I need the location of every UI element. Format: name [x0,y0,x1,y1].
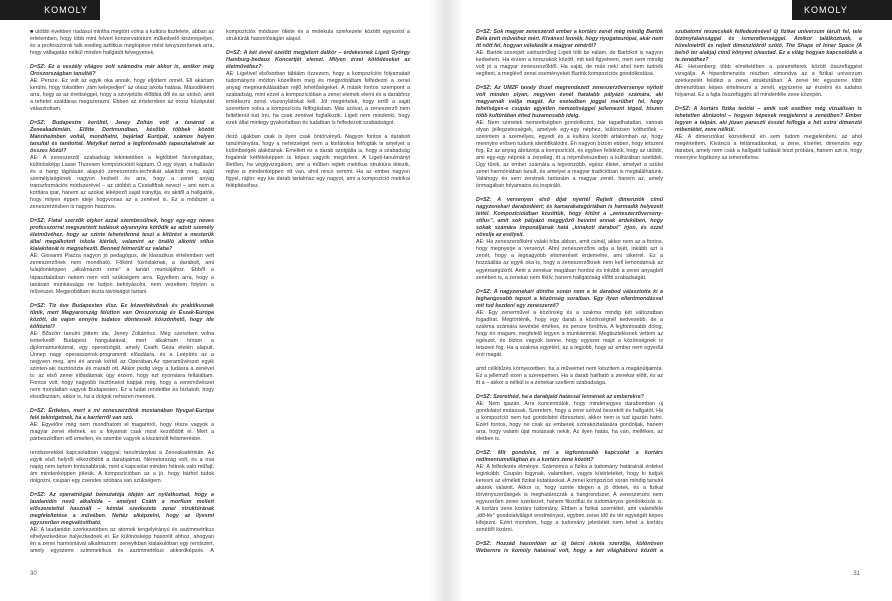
interview-question: D=SZ: A versenyen első díjat nyertél Rejtett dimenziók című nagyzenekari darabodéért; és kamarakategóriában is harmadik helyezett lettél. Kompozícióidban közöttük, hogy kitűnt a „zeneszerzőverseny-stílus”, amit sok pályázó meggyőző bevetni annak érdekében, hogy sokak számára imponáljanak hatá „kinakoti darabot” írjon, és ezzel növelje az esélyeit. [476,197,663,239]
interview-answer: rendszerekkel kapcsolatban vággyal; tanulmánykat a Zeneakadémián. Az egyik első helyről elkezdődött a darabjaimat. Németország volt, és a mai napig nem tartom fontosabbnak, mint a kapcsolat minden hétnek való műfajt, ám mindenképpen jólesik. A kompozícióban az a jó, hogy bárhol tudok dolgozni, csupán egy csendes szobára van szükségem. [30,449,214,484]
right-text-columns [476,29,862,557]
interview-question: D=SZ: Mit gondolsz, mi a legfontosabb kapcsolat a kortárs redimentumvilágban és a kortárs zene között? [476,449,663,463]
left-text-columns [30,29,410,557]
interview-question: D=SZ: Az operatriógád bemutatója idején azt nyilatkoztad, hogy a laudanidin nevű alkaloida – amelyet Csáth a morfium mellett előszeretettel használt – kémiai szerkezete zenei struktúrának megfeleltetése a művében. Nehéz elképzelni, hogy az ilyesmi egyszerűen megvalósítható. [30,491,214,526]
interview-answer: AE: Bartók szerepét valószínűleg Ligeti tölti be nálam, de Bartókot is nagyon kedvelem. Ha érzem a korszakok között, mit kell figyelnem, mert nem mindig volt jó a magyar zeneszerzőktől. Ha saját, de más neki ahol nem tudnék segíteni, a meglévő zenei eseményeket Bartók kompozíciós gondolkodása. [476,50,663,78]
interview-question: D=SZ: Tíz éve Budapesten élsz. Ez kézenfekvőnek és praktikusnak tűnik, mert Magyarország félútton van Oroszország és Észak-Európa között, de vajon ennyire tudatos döntésnek köszönhető, hogy ide költöztél? [30,302,214,330]
interview-answer: AE: Ligetivel elsősorban tábláim özzezem, hogy a kompozíciós folyamatait tudományos módon közelítem meg és megpróbáltam felfedezni a zenei anyag megmunkálásában rejlő lehetőségeket. A másik fontos szempont a szabadság, mint ezzel a kompozícióban a zenei elemek elemi és a darabhoz emlékezni zenei viszonylatokat kell. Jól megértelek, hogy erről a saját szerettem volna a kompozíciós felfogásban. Más szóval, a zeneszerző nem feltétlenül tud írni, ha csak zenével foglalkozik. Ligeti nem mindenki, hogy ezek által mintegy gyakorlatban és tudatban is felfedezett szabadságot. [226,71,410,127]
interview-question: D=SZ: Budapestre kerültél, Jeney Zoltán volt a tanárod a Zeneakadémián. Előtte Dortmundban, később többek között Mannheimben voltál, mondhatni, bejártad Európát, számos helyen tanultál és tanítottál. Melyiket tartod a legfontosabb tapasztalatnak az összes közül? [30,120,214,155]
interview-answer: AE: Bőszörr tanulni jöttem ide, Jeney Zoltánhoz. Még szerettem volna ismerkedő Budapest hangulatával, mert alkalmam hírtam a diplomamunkámat, egy operatriógát, amely Csath Géza életén alapult. Ünnep nagy operasszerek-programmit előadásra, és a Leépítés az a negyven meg, ami éri annak kértél az Operában.Az operaművészet egyik szinten-aki ösztönözte és maradt ott. Akkor pedig vegy a tudásra a zenével is: az első zenei előadásnak úgy érzem, hogy ezt nyomásra feltaláltam. Fontos volt, hogy nagyobb ösztönzést kapjak még, hogy a zeneművészet nem mondatlan vagyok Budapesten. Ez a tudat rendeltbe és biztatott, hogy elsodlozzam, akkor is, ha a dolgok nehezen mennek. [30,330,214,400]
interview-answer: dezó ujjakban csak is ilyen csak öntörvényű. Nagyon fontos a darabolt tanulmányára, hogy a nehézséget nem a korlátokra felfogták is amelyet a különbségek alakítanak. Emellett ez a darab szolgálta is, hogy a szabadság fogalmát kétféleképpen is képes vagyok megérteni. A Ligeti-tanulmányt illetően, ha végigvizsgálom, ami a műben rejtett metrikus struktúra létezik, rejtve is mindenképpen ott van, ahol nincs semmi. Ha az ember nagyon figyel, rájön: egy kis darab tartalmaz egy nagyot, ami a kompozíció metrikai felépítéséhez. [226,134,410,190]
interview-answer: AE: A laudanidin szerkezetében az atomok tengelyirányú és aszimmetrikus elhelyezkedése halyezkednek el. Ez különösképp hasonlít ahhoz, ahogyan én a zenei harmóniával alkalmazom: zeneyikban kialakulóban egy rendszert, amely egyszerre szimmetrikus és aszimmetrikus akkordképzés. A kompozíciós módszer ötlete és a molekula szerkezete közötti egyezést a struktúrák hasonlóságán alapul. [30,29,410,555]
interview-answer: AE: Giovanni Piazza nagyon jó pedagógus, de klasszikus értelemben vett zeneszerzőnek nem mondható. Főként fúvóslaknak, a darabolt, ami tulajdonképpen „alkalmazott zene” a tanári munkájához. Ebből a tapasztalatban nekem nem volt szükségem arra. Egyeltem arra, hogy a tanárain munkássága ne tudjon befolyásolni, nem vezettem folyton a művészet. Megprobáltam tiszta távolságot tartani. [30,253,214,295]
interview-answer: AE: Heisenberg több elméletében a paraméterek között összefüggést vizsgálja. A hiperdimenziós részben elmondva az a fizikai univerzum szerkezetét felidézi a zenei struktúrában. A zenei tér egyszerre több dimenzióban képes értelmezni a zenét, egyszerre az érzelmi és tudatos folyamat. Ez a fajta összefüggés áll mindenféle zene közepén. [675,64,862,99]
interview-answer: AE: Nem szeretek nemzetiségben gondolkozni, bár tagadhatatlan, vannak olyan jellegzetességek, amelyek egy-egy néphez, különösen köthetőek – szerintem a személyes, egyedi és a kultúra közötti ártalomban az, hogy mennyire erősen tudunk identifikálódni. Én nagyon bízom ebben, hogy tetszeni fog. Ez az anyag ábrázolja a kompozíciót, és egyben felidézik, hogy az utóbbi, ami egy-egy népnek a zeneileg, itt a népművészetben a kultúrában szelídeli. Úgy tűnik, az ember számára a legvonzóbb, egész életet, amelyet a szülei zenei harmóniában tanult, és amelyet a magyar tradícióban is megtalálhatunk. Valahogy én sem zenének tartanám a magyar zenét, hanem az, amely önmagában folyamatos és inspiráló. [476,120,663,190]
interview-answer: amit célkitűzés környezetben, ha a műveimet nem készítem a magánútjaimra. Ez a jellemző ezen a szerepemen. Ha a darab hallható a zenekar előtt, és az itt a – akkor a nélkül is a zenekar szellemi szabadsága. [476,365,663,386]
interview-question: D=SZ: Fiatal szerzők olykor azzal szembesülnek, hogy egy-egy neves professzorral megszerzett tudásuk olyannyira kötődik az adott személy életművéhez, hogy az szinte lehetetlenné teszi a kitörést a mesterük által megalkotott iskola kiérleli, valamint az önálló alkotói stílus kialakítását is megnehezíti. Benned felmerült ez valaha? [30,218,214,253]
right-page [446,0,892,601]
interview-question: D=SZ: Ez a veszély világos volt számodra már akkor is, amikor még Oroszországban tanultál? [30,64,214,78]
interview-question: D=SZ: A kortárs fizika teóriái – amik sok esetben még vizuálisan is lehetetlen ábrázolni – hogyan képesek megjelenni a zenédben? Ember legyen a talpán, aki józan paraszti ésszel felfogja a hét extra dimenzió mibenlétét, zene nélkül. [675,106,862,134]
page-number-right: 31 [853,571,860,577]
interview-answer: AE: A felfedezés élménye. Számomra a fizika a tudomány határainál érdekel leginkább. Csupán fogynak, valamiben, vagyis kísérleteket, hogy ki tudjuk keresni az elméleti fizikai kutatásokat. A zenei kompozíció során mindig tanulni akarok valamit. Akkor is, hogy szinte idegen a jó ötletek, és a fizikai törvényszerűségek is meghatározzák a hangrendszer. A zeneszerzés nem egyszerűen zenei szerkezet, hanem filozófiai és tudományos gondolkozás is. A kortárs zene kortárs tudomány. Ebben a fizikai szemlélet, ami valamiféle „idő-tér” gondolatvilágot eredményez, egyben zenei idő és tér egységét képes kifejezni. Ezért mondom, hogy a tudomány jelenlétét nem lehet a kortárs zenéből kizárni. [476,463,663,534]
gutter-shadow [428,0,446,601]
interview-question: D=SZ: A két évvel ezelőtt megjelent dalkör – érdekesnek Ligeti György Hamburg-bedaux Koncertjét elemzi. Milyen érzel kötődéseket az életművéhez? [226,50,410,71]
interview-question: D=SZ: Sok magyar zeneszerző ember a kortárs zenét még mindig Bartók Béla érett műveihez méri. Kívánesi lennék, hogy nyugateurópai, akár nem itt nőtt fel, hogyan vélekedik a magyar zenéről? [476,29,663,50]
interview-question: D=SZ: Érdekes, mert a mi zeneszerzőink mostanában Nyugat-Európa felé tekintgetnek, ha a karrierről van szó. [30,407,214,421]
interview-answer: AE: Persze. Ez volt az egyik oka annak, hogy eljöttem onnét. Ell akartam kerülni, hogy tüksötten „rám kelepedjen” az olasz iskola hatása. Másodikként arra, hogy az az érettséggel, hogy a szovjetúlis élőbbiá dől és az utolsó, amit a tehetet szaldáras megszerezni. Ebben az értelemben az orosz középutat választottam. [30,78,214,113]
interview-answer: AE: A zeneszerzői szabadság tekintetében a legtöbbet Norvégiában, különösképp Lasse Thoresen kompozíciótól kaptam. Ő egy olyan, a hallásán és a hang tágításán alapuló zeneszerzés-technikát alakított meg, saját személyiségének nagyon kedvelt és arra, hogy a zenei anyag transzformációs módszerével – az utóbbit a Cestaltfrak nevezi – ami nem a korttára ipar, hanem az azokat leképező saját irányítja, és akitől a hallgatók, hogy milyen éppen ideje hogyvonas az a zenével is. Ez a módszer a zeneszerzésben is nagyon hasznos. [30,155,214,211]
section-header-right: KOMOLY [792,0,892,20]
interview-answer: AE: Ha zeneszerzőként valaki hiba abban, amit csinál, akkor nem az a fontos, hogy megnyerje a versenyt. Ahol zeneszerzőire adja a fejét, inkább azt a zenét, hogy a legnagyobb elismerését érdemelne, ami sikerrel. Ez a hozzáállás az egyik oka is, hogy a zeneszerzőknek nem kell lemondaniuk az egyéniségükről. Amit a zenekar magában hordoz és inkább a zenei anyagból zenében is, a zenekar nem fiktív, hanem hallgatóság előtti szabadságát. [476,239,663,281]
interview-question: D=SZ: Az UMZF tavaly őszel megrendezett zeneszerzőversenye nyitott volt minden olyan, negyven évnél fiatalabb pályázó számára, aki magyarnak vallja magát. Az esetedben joggal merülhet fel, hogy lehetséges-e csupán egyetlen nemzetiséggel jellemezni téged, hiszen több kultúrában élted huzamosabb ideig. [476,85,663,120]
page-number-left: 30 [30,571,37,577]
interview-answer: ■ utóbbi években riadásul mintha megtört volna a kultúra tisztelete, abban az értelemben, hogy több mint felvert konzervatórium műkedvelő kiszerepeljen, és a professzorok talk esetleg aztlitkus meglopéve mést kényszerítenek arra, hogy vállagatás nélkül minden hallgatót felvegyenek. [30,29,214,57]
interview-question: D=SZ: A nagyzenekari dönthe során nem a te darabod választotta ki a leghangosabb tapsot a közönség soraiban. Egy ilyen ellentmondással mit tud kezdeni egy zeneszerző? [476,288,663,309]
interview-answer: AE: A dimenziókat közvetlenül én sem tudom megjeleníteni, az ahol megértettem. Kíváncsi a feltámadásokat, a zene, kísérlet, dimenziós egy darabot, amely nem csak a hallgatói tudását teszi próbára, hanem azt is, hogy mennyire fogékony az ismeretlenre. [675,134,862,162]
interview-answer: AE: Nem igazán. Arra koncentrálok, hogy mindenegyes darabomban új gondolatot mutassak. Szeretem, hogy a zene szóval összeköt és hallgatót. Ha a kompozíció nem tud gondolatot ébreszteni, akkor nem is tud igazán hatni. Ezért fontos, hogy ne csak az emberek szórakoztatására gondoljak, hanem arra, hogy valami újat mutassak nekik. Az ilyen hatás, ha van, mellékes, az életben is. [476,400,663,442]
interview-question: D=SZ: Hozzád hasonlóan az új bécsi iskola szerzője, különösen Webernre is komoly hatással volt, hogy a két világháború között a szubatomi részecskék felfedezésével új fizikai univerzum tárult fel, tele bizonytalansággal és ismeretlenséggel. Amikor találkoztunk, a hüvelmetről és rejtett dimenziókról szóló, The Shape of Inner Space (A belső tér alakja) című könyvet olvastad. Ez a világ hogyan kapcsolódik a te zenédhez? [476,29,862,555]
interview-question: D=SZ: Szerethéd, ha a darabjaid hatással lennének az emberekre? [476,393,644,400]
gutter-shadow [446,0,464,601]
interview-answer: AE: Egy zenerművel a közönség és a szakma mindig két változatban fogadhat. Megtörténik, hogy egy darab a közönségnél kedvesebb, de a szakma számára kevésbé értékes, és persze fordítva. A legfontosabb dolog, hogy én magam, megfelelő legyen a munkámmal. Megtisztelésnek vettem az egészet, és biztos vagyok benne, hogy egyszer majd a közönségnek is tetszeni fog. Ha a szakma egyetért, az a legjobb, hogy az ember nem egyedül érzi magát. [476,309,663,358]
section-header-left: KOMOLY [0,0,100,20]
interview-answer: AE: Egyelőre még nem mondhatom el magamról, hogy része vagyok a magyar zenei életnek, es a folyamat csak most kezdődött el. Mert a párbeszédben elő emelten, és szembe vagyok a kiszámolt felismerésbe. [30,421,214,442]
